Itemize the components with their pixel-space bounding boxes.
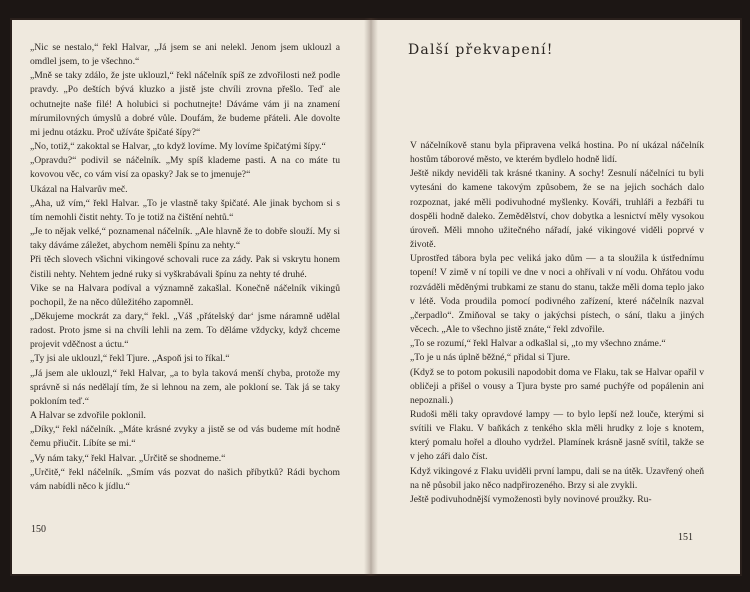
paragraph: „Vy nám taky,“ řekl Halvar. „Určitě se shodneme.“ (30, 452, 226, 464)
paragraph: Ještě nikdy neviděli tak krásné tkaniny. A sochy! Zesnulí náčelníci tu byli vytesáni do kamene takovým způsobem, že se na jejich sochách dalo rozpoznat, jaké měli podivuhodné myšlenky. Kováři, truhláři a řezbáři tu dospěli hodně daleko. Zemědělství, chov dobytka a lesnictví měly vysokou úroveň. Měli mnoho užitečného nářadí, jaké vikingové viděli poprvé v životě. (410, 168, 704, 251)
paragraph: „Díky,“ řekl náčelník. „Máte krásné zvyky a jistě se od vás budeme mít hodně čemu přiučit. Líbíte se mi.“ (30, 424, 340, 450)
chapter-title: Další překvapení! (408, 42, 554, 58)
paragraph: „Já jsem ale uklouzl,“ řekl Halvar, „a to byla taková menší chyba, protože my správně si nás nedělají tím, že si lehnou na zem, ale pokloní se. Tak já se taky pokloním teď.“ (30, 367, 340, 407)
paragraph: „To je u nás úplně běžné,“ přidal si Tjure. (410, 352, 571, 364)
paragraph: Při těch slovech všichni vikingové schovali ruce za zády. Pak si vskrytu honem čistili nehty. Nehtem jedné ruky si vyškrabávali špínu za nehty té druhé. (30, 254, 340, 280)
paragraph: „Je to nějak velké,“ poznamenal náčelník. „Ale hlavně že to dobře slouží. My si taky dáváme záležet, abychom neměli špínu za nehty.“ (30, 226, 340, 252)
paragraph: „No, totiž,“ zakoktal se Halvar, „to když lovíme. My lovíme špičatými šípy.“ (30, 141, 326, 153)
left-page (10, 18, 366, 576)
paragraph: V náčelníkově stanu byla připravena velká hostina. Po ní ukázal náčelník hostům táborové město, ve kterém bydlelo hodně lidí. (410, 140, 704, 166)
paragraph: „To se rozumí,“ řekl Halvar a odkašlal si, „to my všechno známe.“ (410, 338, 666, 350)
paragraph: Když vikingové z Flaku uviděli první lampu, dali se na útěk. Uzavřený oheň na ně působil jako něco nadpřirozeného. Brzy si ale zvykli. (410, 465, 704, 491)
paragraph: „Opravdu?“ podivil se náčelník. „My spíš klademe pasti. A na co máte tu kovovou věc, co vám visí za opasky? Jak se to jmenuje?“ (30, 155, 340, 181)
page-number: 151 (678, 532, 693, 543)
book-gutter (364, 18, 378, 576)
paragraph: „Děkujeme mockrát za dary,“ řekl. „Váš ‚přátelský dar‘ jsme náramně udělal radost. Proto jsme si na chvíli lehli na zem. To děláme vždycky, když chceme projevit vděčnost a úctu.“ (30, 310, 340, 351)
paragraph: (Když se to potom pokusili napodobit doma ve Flaku, tak se Halvar opařil v obličeji a přišel o vousy a Tjura byste pro samé puchýře od popálenin ani nepoznali.) (410, 366, 704, 406)
left-page-text (30, 41, 340, 494)
page-number: 150 (31, 524, 46, 535)
paragraph: Rudoši měli taky opravdové lampy — to bylo lepší než louče, kterými si svítili ve Flaku. V baňkách z tenkého skla měli hrudky z loje s knotem, který pomalu hořel a dlouho vydržel. Plamínek krásně jasně svítil, takže se v jeho záři dalo číst. (410, 408, 704, 463)
paragraph: „Určitě,“ řekl náčelník. „Smím vás pozvat do našich příbytků? Rádi bychom vám nabídli něco k jídlu.“ (30, 466, 340, 492)
paragraph: Uprostřed tábora byla pec veliká jako dům — a ta sloužila k ústřednímu topení! V zimě v ní topili ve dne v noci a ohřívali v ní vodu. Ohřátou vodu rozváděli měděnými trubkami ze stanu do stanu, takže měli doma teplo jako v létě. Voda proudila pomocí podivného zařízení, které náčelník nazval „čerpadlo“. Zmiňoval se taky o jakýchsi pístech, o sání, tlaku a jiných věcech. „Ale to všechno jistě znáte,“ řekl zdvořile. (410, 253, 704, 336)
paragraph: Vike se na Halvara podíval a významně zakašlal. Konečně náčelník vikingů pochopil, že na něco důležitého zapomněl. (30, 282, 340, 308)
right-page (378, 18, 742, 576)
paragraph: „Mně se taky zdálo, že jste uklouzl,“ řekl náčelník spíš ze zdvořilosti než podle pravdy. „Po deštích bývá kluzko a jistě jste chvíli zrovna přešlo. Teď ale ochutnejte naše filé! A holubici si pochutnejte! Dáváme vám ji na znamení mírumilovných úmyslů a dobré vůle. Doufám, že budeme přáteli. Ale dovolte mi jednu otázku. Proč užíváte špičaté šípy?“ (30, 70, 340, 138)
paragraph: A Halvar se zdvořile poklonil. (30, 410, 146, 422)
paragraph: Ukázal na Halvarův meč. (30, 183, 128, 195)
right-page-text (410, 139, 704, 507)
paragraph: „Aha, už vím,“ řekl Halvar. „To je vlastně taky špičaté. Ale jinak bychom si s tím nemohli čistit nehty. To je totiž na čištění nehtů.“ (30, 197, 340, 223)
paragraph: Ještě podivuhodnější vymoženostì byly novinové proužky. Ru- (410, 493, 652, 505)
paragraph: „Nic se nestalo,“ řekl Halvar, „Já jsem se ani nelekl. Jenom jsem uklouzl a omdlel jsem, to je všechno.“ (30, 42, 340, 68)
paragraph: „Ty jsi ale uklouzl,“ řekl Tjure. „Aspoň jsi to říkal.“ (30, 353, 230, 365)
